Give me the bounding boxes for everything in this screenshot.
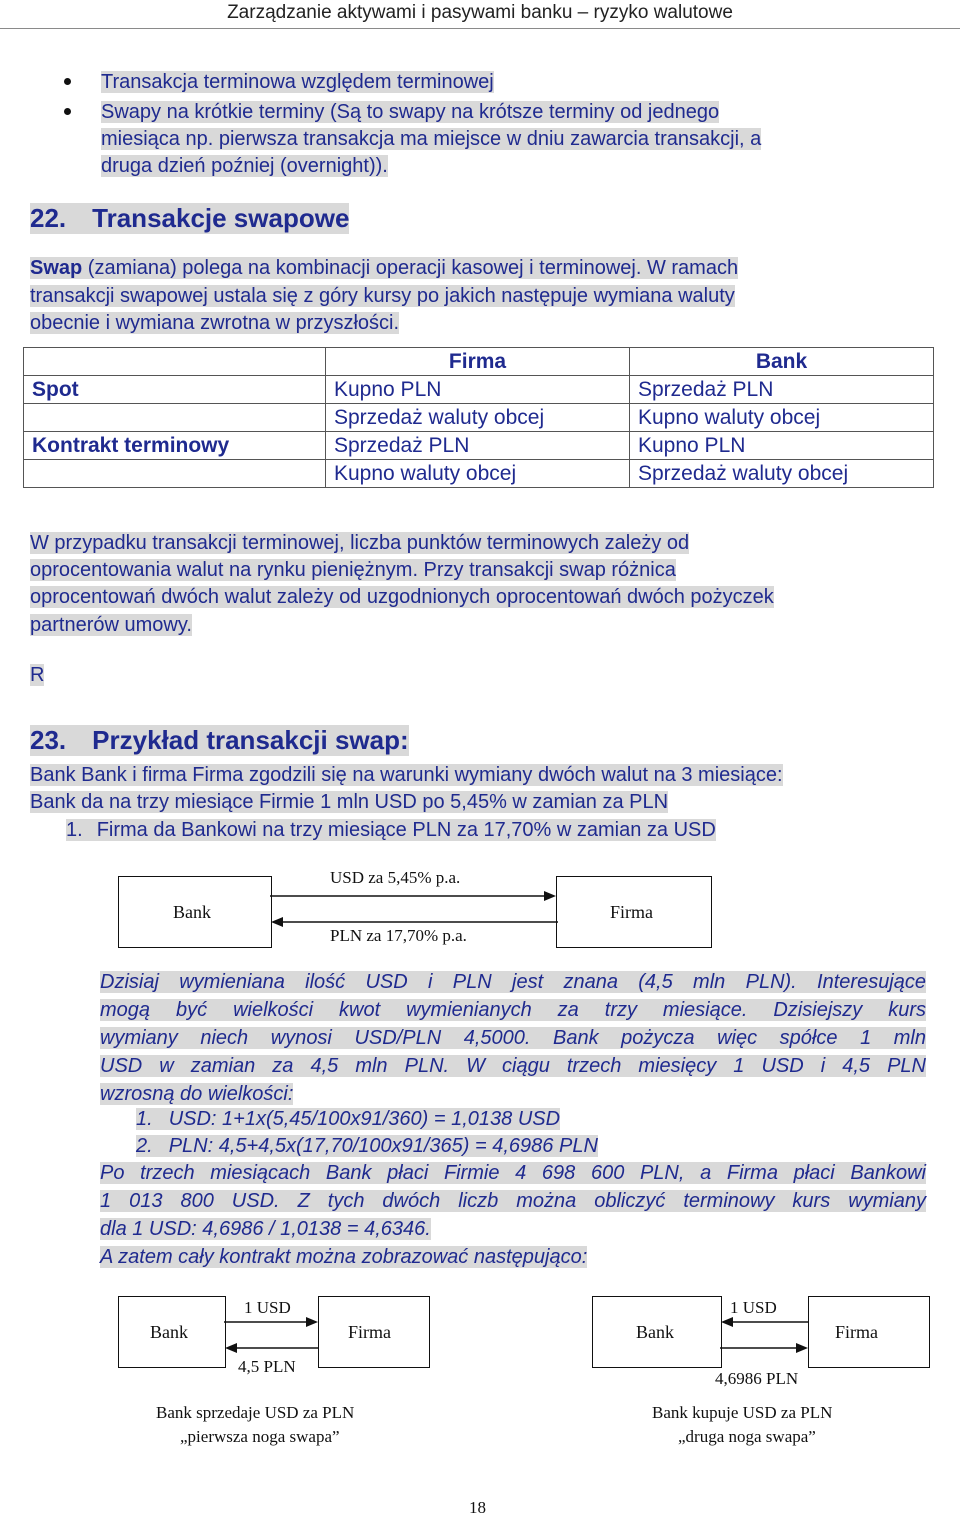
table-cell: Sprzedaż waluty obcej [630,460,934,488]
italic-text: wymiany niech wynosi USD/PLN 4,5000. Bank pożycza więc spółce 1 mln [100,1027,926,1049]
para2-line [30,556,676,584]
italic-paragraph [100,968,926,1108]
bullet-text: Swapy na krótkie terminy (Są to swapy na krótsze terminy od jednego [101,101,720,123]
section-22-heading [30,203,349,234]
bullet-item-cont [101,125,761,153]
diagram-box-label: Firma [348,1322,391,1342]
italic-text: A zatem cały kontrakt można zobrazować następująco: [100,1246,588,1268]
table-cell: Spot [24,376,326,404]
para2-line [30,611,192,639]
bullet-item-cont [101,152,388,180]
example-line1 [30,761,783,789]
list-number: 1. [66,819,83,841]
swap-intro-line1 [30,254,738,282]
bullet-item [101,68,494,96]
italic-line [100,968,926,996]
diagram-box-label: Firma [610,902,653,922]
table-cell: Kontrakt terminowy [24,432,326,460]
example-line3 [66,816,716,844]
italic-line [100,996,926,1024]
calc-text: USD: 1+1x(5,45/100x91/360) = 1,0138 USD [168,1108,561,1130]
section-number: 23. [30,725,67,755]
page-number: 18 [469,1498,486,1517]
diagram-box-label: Bank [173,902,211,922]
table-cell: Kupno waluty obcej [326,460,630,488]
section-23-heading [30,725,409,756]
swap-intro-text: transakcji swapowej ustala się z góry kursy po jakich następuje wymiana waluty [30,285,735,307]
diagram-arrow-label: 1 USD [244,1298,291,1317]
table-row [24,432,934,460]
swap-term: Swap [30,257,83,279]
table-cell: Sprzedaż PLN [326,432,630,460]
swap-intro-text: obecnie i wymiana zwrotna w przyszłości. [30,312,400,334]
italic-line [100,1215,926,1243]
swap-intro-line2 [30,282,735,310]
example-text: Firma da Bankowi na trzy miesiące PLN za 17,70% w zamian za USD [96,819,716,841]
diagram-arrow-label: PLN za 17,70% p.a. [330,926,467,945]
diagram-box-label: Bank [636,1322,674,1342]
table-row [24,376,934,404]
table-cell: Sprzedaż waluty obcej [326,404,630,432]
stray-letter-text: R [30,664,45,686]
italic-text: mogą być wielkości kwot wymienianych za trzy miesiące. Dzisiejszy kurs [100,999,926,1021]
table-cell: Sprzedaż PLN [630,376,934,404]
para2-text: oprocentowań dwóch walut zależy od uzgodnionych oprocentowań dwóch pożyczek [30,586,774,608]
italic-paragraph-2 [100,1159,926,1271]
calc-line [136,1105,560,1133]
swap-intro-text: (zamiana) polega na kombinacji operacji kasowej i terminowej. W ramach [82,257,739,279]
example-text: Bank Bank i firma Firma zgodzili się na warunki wymiany dwóch walut na 3 miesiące: [30,764,783,786]
para2-text: partnerów umowy. [30,614,192,636]
table-cell: Kupno PLN [630,432,934,460]
para2-line [30,583,774,611]
diagram-caption: „druga noga swapa” [678,1427,816,1446]
italic-text: USD w zamian za 4,5 mln PLN. W ciągu trzech miesięcy 1 USD i 4,5 PLN [100,1055,926,1077]
bullet-text: druga dzień poźniej (overnight)). [101,155,388,177]
diagram-box-label: Bank [150,1322,188,1342]
italic-line [100,1159,926,1187]
italic-text: dla 1 USD: 4,6986 / 1,0138 = 4,6346. [100,1218,431,1240]
diagram-box-label: Firma [835,1322,878,1342]
bullet-item [101,98,719,126]
table-cell: Kupno PLN [326,376,630,404]
italic-line [100,1024,926,1052]
table-cell [24,460,326,488]
table-header-row [24,348,934,376]
para2-line [30,529,689,557]
table-header-cell: Bank [630,348,934,376]
table-cell [24,404,326,432]
list-number: 2. [136,1135,153,1157]
table-header-cell: Firma [326,348,630,376]
diagram-arrow-label: USD za 5,45% p.a. [330,868,461,887]
stray-letter [30,661,44,689]
italic-text: Dzisiaj wymieniana ilość USD i PLN jest znana (4,5 mln PLN). Interesujące [100,971,926,993]
diagram-caption: „pierwsza noga swapa” [180,1427,340,1446]
italic-text: 1 013 800 USD. Z tych dwóch liczb można obliczyć terminowy kurs wymiany [100,1190,926,1212]
italic-line [100,1187,926,1215]
header-title: Zarządzanie aktywami i pasywami banku – ryzyko walutowe [227,2,733,23]
bullet-dot [64,78,71,85]
swap-intro-line3 [30,309,399,337]
list-number: 1. [136,1108,153,1130]
italic-line [100,1080,926,1108]
diagram-caption: Bank kupuje USD za PLN [652,1403,833,1422]
table-cell: Kupno waluty obcej [630,404,934,432]
calc-line [136,1132,598,1160]
italic-line [100,1243,926,1271]
table-header-cell [24,348,326,376]
calc-text: PLN: 4,5+4,5x(17,70/100x91/365) = 4,6986 PLN [168,1135,598,1157]
section-number: 22. [30,203,67,233]
example-text: Bank da na trzy miesiące Firmie 1 mln USD po 5,45% w zamian za PLN [30,791,669,813]
diagram-arrow-label: 4,6986 PLN [715,1369,799,1388]
para2-text: oprocentowania walut na rynku pieniężnym. Przy transakcji swap różnica [30,559,676,581]
italic-line [100,1052,926,1080]
bullet-dot [64,108,71,115]
diagram-arrow-label: 1 USD [730,1298,777,1317]
italic-text: Po trzech miesiącach Bank płaci Firmie 4 698 600 PLN, a Firma płaci Bankowi [100,1162,926,1184]
diagram-arrow-label: 4,5 PLN [238,1357,296,1376]
bullet-text: Transakcja terminowa względem terminowej [101,71,494,93]
table-row [24,460,934,488]
table-row [24,404,934,432]
swap-table [23,347,934,488]
page-header [0,0,960,29]
bullet-text: miesiąca np. pierwsza transakcja ma miejsce w dniu zawarcia transakcji, a [101,128,762,150]
para2-text: W przypadku transakcji terminowej, liczba punktów terminowych zależy od [30,532,690,554]
section-title: Transakcje swapowe [92,203,350,233]
italic-text: wzrosną do wielkości: [100,1083,294,1105]
diagram-caption: Bank sprzedaje USD za PLN [156,1403,355,1422]
section-title: Przykład transakcji swap: [92,725,409,755]
example-line2 [30,788,668,816]
